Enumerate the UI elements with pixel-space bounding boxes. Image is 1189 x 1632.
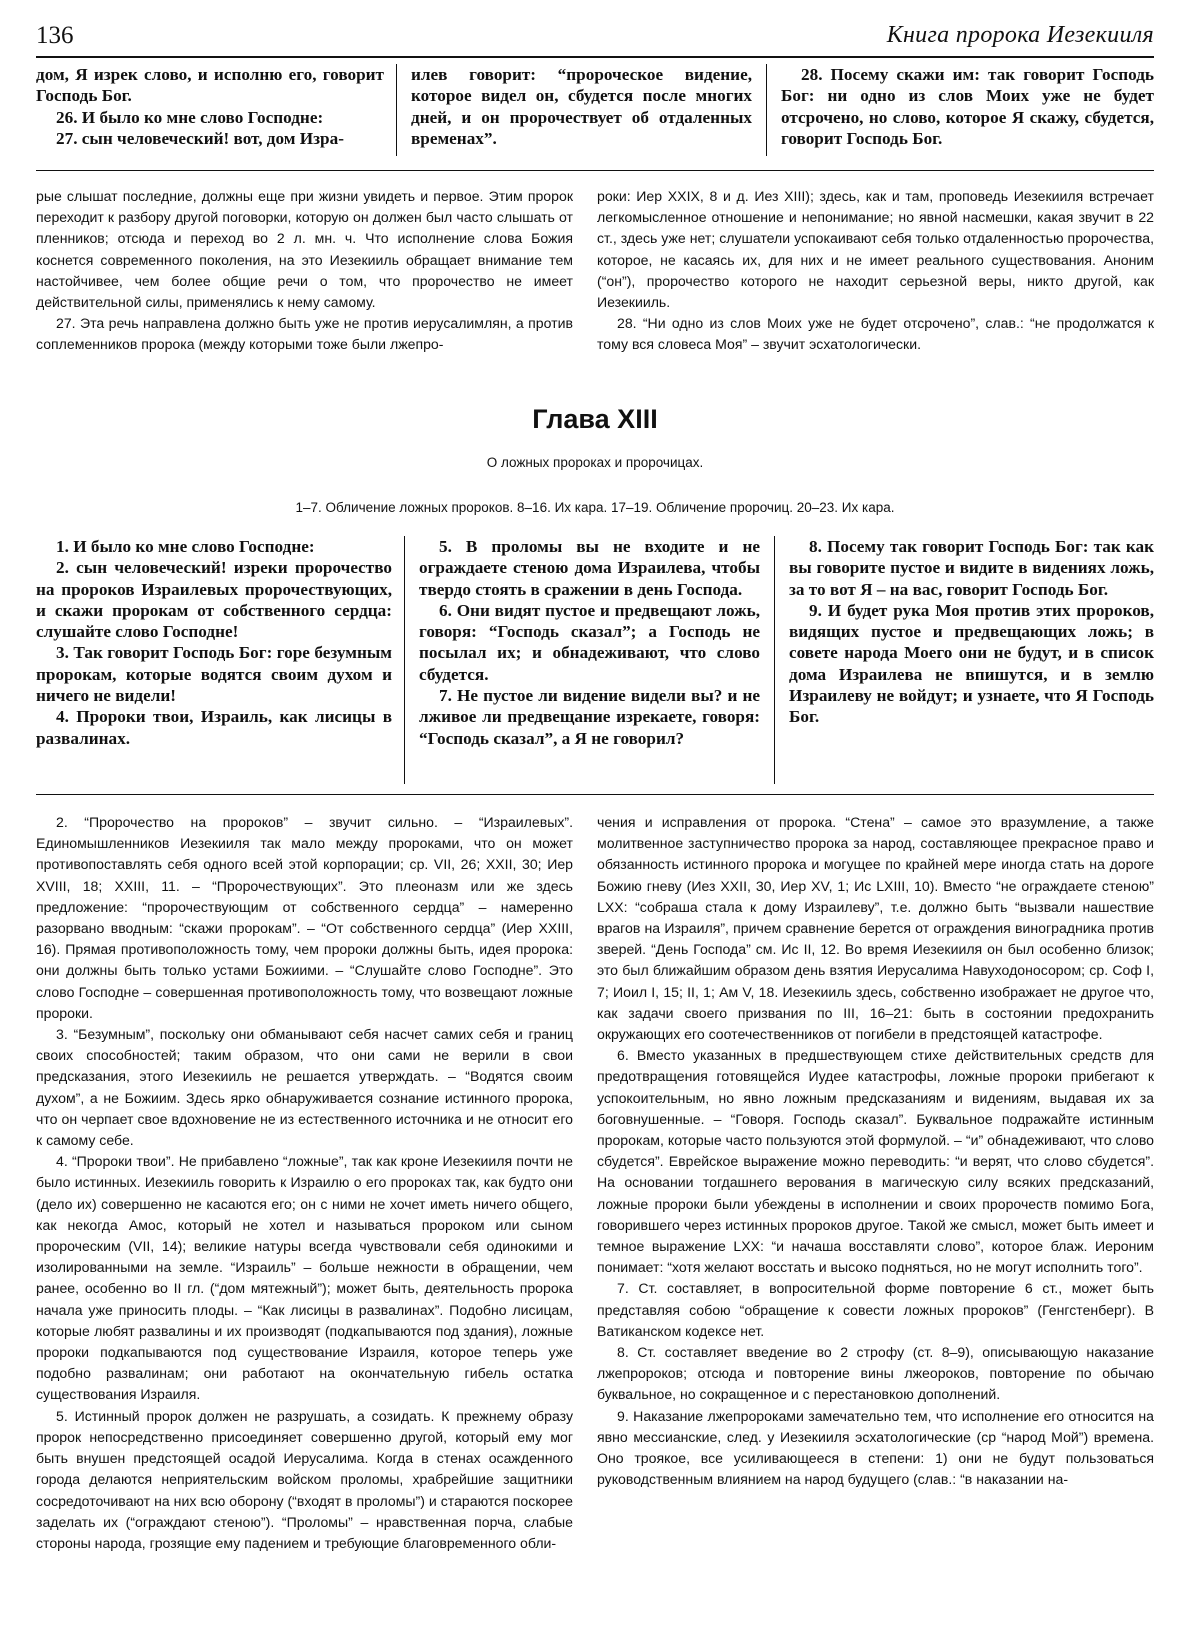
commentary-paragraph: 7. Ст. составляет, в вопросительной форме повторение 6 ст., может быть представляя собою “обращение к совести ложных пророков” (Генгстенберг). В Ватиканском кодексе нет. <box>597 1280 1154 1339</box>
top-commentary-right <box>585 186 1154 376</box>
verse-9: 9. И будет рука Моя против этих пророков, видящих пустое и предвещающих ложь; в совете народа Моего они не будут, и в список дома Израилева не впишутся, и в землю Израилеву не войдут; и узнаете, что Я Господь Бог. <box>789 600 1154 727</box>
verse-4: 4. Пророки твои, Израиль, как лисицы в развалинах. <box>36 707 392 748</box>
commentary-paragraph: 2. “Пророчество на пророков” – звучит сильно. – “Израилевых”. Единомышленников Иезекииля так мало между пророками, что он может противопоставлять себя одного всей этой корпорации; ср. VII, 26; XXII, 30; Иер XVIII, 18; XXIII, 11. – “Пророчествующих”. Это плеоназм или же здесь предложение: “пророчествующим от собственного сердца” – намеренно разорвано вводным: “скажи пророкам”. – “От собственного сердца” (Иер XXIII, 16). Прямая противоположность тому, чем пророки должны быть, идея пророка: они должны быть только устами Божиими. – “Слушайте слово Господне”. Это слово Господне – совершенная противоположность тому, что возвещают ложные пророки. <box>36 814 573 1021</box>
divider-top <box>36 170 1154 171</box>
chapter-subtitle: О ложных пророках и пророчицах. <box>486 455 704 470</box>
commentary-left-column <box>36 812 585 1624</box>
verse-26: 26. И было ко мне слово Господне: <box>56 107 324 127</box>
running-title: Книга пророка Иезекииля <box>886 22 1154 48</box>
chapter-verses-col-3 <box>774 536 1154 784</box>
commentary-paragraph: 6. Вместо указанных в предшествующем стихе действительных средств для предотвращения готовящейся Иудее катастрофы, ложные пророки прибегают к успокоительным, но явно ложным предсказаниям и видениям, выдавая их за боговнушенные. – “Говоря. Господь сказал”. Буквальное подражайте истинным пророкам, которые часто пользуются этой формулой. – “и” обнадеживают, что слово сбудется”. Еврейское выражение можно переводить: “и верят, что слово сбудется”. На основании тогдашнего верования в магическую силу всяких предсказаний, ложные пророки были убеждены в исполнении и своих пророчеств помимо Бога, говорившего через истинных пророков другое. Такой же смысл, может быть имеет и темное выражение LXX: “и начаша восставляти слово”, которое блаж. Иероним понимает: “хотя желают восстать и высоко подняться, но не могут исполнить того”. <box>597 1047 1154 1276</box>
chapter-summary: 1–7. Обличение ложных пророков. 8–16. Их кара. 17–19. Обличение пророчиц. 20–23. Их кара. <box>295 500 895 515</box>
verse-1: 1. И было ко мне слово Господне: <box>56 537 315 556</box>
verse-28: 28. Посему скажи им: так говорит Господь Бог: ни одно из слов Моих уже не будет отсрочено, но слово, которое Я скажу, сбудется, говорит Господь Бог. <box>781 65 1154 148</box>
page-header <box>36 18 1154 58</box>
chapter-title: Глава XIII <box>532 404 658 434</box>
commentary-paragraph: рые слышат последние, должны еще при жизни увидеть и первое. Этим пророк переходит к разбору другой поговорки, которую он должен был часто слышать от пленников; отсюда и переход во 2 л. мн. ч. Что исполнение слова Божия коснется современного поколения, на это Иезекииль обращает внимание тем настойчивее, чем более общие речи о том, что пророчество не имеет действительной силы, применялись к нему самому. <box>36 188 573 311</box>
verse-8: 8. Посему так говорит Господь Бог: так как вы говорите пустое и видите в видениях ложь, за то вот Я – на вас, говорит Господь Бог. <box>789 537 1154 599</box>
commentary-right-column <box>585 812 1154 1624</box>
commentary-paragraph: роки: Иер XXIX, 8 и д. Иез XIII); здесь, как и там, проповедь Иезекииля встречает легкомысленное отношение и непонимание; но явной насмешки, какая звучит в 22 ст., здесь уже нет; слушатели успокаивают себя только отдаленностью пророчества, которое, не касаясь их, для них и не имеет реального существования. Аноним (“он”), пророчество которого не находит серьезной веры, никто другой, как Иезекииль. <box>597 188 1154 311</box>
top-verses-block <box>36 64 1154 156</box>
commentary-paragraph: 8. Ст. составляет введение во 2 строфу (ст. 8–9), описывающую наказание лжепророков; отсюда и повторение вины лжеороков, повторение по обычаю буквальное, но сокращенное и с перестановкою дополнений. <box>597 1344 1154 1403</box>
verse-5: 5. В проломы вы не входите и не ограждаете стеною дома Израилева, чтобы твердо стоять в сражении в день Господа. <box>419 537 760 599</box>
commentary-paragraph: 28. “Ни одно из слов Моих уже не будет отсрочено”, слав.: “не продолжатся к тому вся словеса Моя” – звучит эсхатологически. <box>597 315 1154 353</box>
top-verses-col-2 <box>396 64 766 156</box>
divider-bottom <box>36 794 1154 795</box>
commentary-paragraph: 5. Истинный пророк должен не разрушать, а созидать. К прежнему образу пророк непосредственно присоединяет совершенно другой, который ему мог быть внушен предстоящей осадой Иерусалима. Когда в стенах осажденного города делаются неприятельским войском проломы, храбрейшие защитники сосредоточивают на них всю оборону (“входят в проломы”) и стараются поскорее заделать их (“ограждают стеною”). “Проломы” – нравственная порча, слабые стороны народа, грозящие ему падением и требующие благовременного обли- <box>36 1407 573 1551</box>
verse-6: 6. Они видят пустое и предвещают ложь, говоря: “Господь сказал”; а Господь не посылал их; и обнадеживают, что слово сбудется. <box>419 600 760 684</box>
verse-7: 7. Не пустое ли видение видели вы? и не лживое ли предвещание изрекаете, говоря: “Господь сказал”, а Я не говорил? <box>419 686 760 748</box>
commentary-block <box>36 812 1154 1624</box>
top-commentary-left <box>36 186 585 376</box>
commentary-paragraph: 3. “Безумным”, поскольку они обманывают себя насчет самих себя и границ своих способностей; таким образом, что они сами не верили в свои предсказания, этого Иезекииль не решается утверждать. – “Водятся своим духом”, а не Божиим. Здесь ярко обнаруживается сознание истинного пророка, что он черпает свое вдохновение не из естественного источника и не относит его к самому себе. <box>36 1026 573 1149</box>
top-verses-col-1 <box>36 64 396 156</box>
chapter-verses-block <box>36 536 1154 784</box>
commentary-paragraph: 27. Эта речь направлена должно быть уже не против иерусалимлян, а против соплеменников пророка (между которыми тоже были лжепро- <box>36 315 573 353</box>
verse-3: 3. Так говорит Господь Бог: горе безумным пророкам, которые водятся своим духом и ничего не видели! <box>36 643 392 706</box>
verse-25-cont: дом, Я изрек слово, и исполню его, говорит Господь Бог. <box>36 65 384 106</box>
verse-27: 27. сын человеческий! вот, дом Изра- <box>56 128 344 148</box>
commentary-paragraph: 9. Наказание лжепророками замечательно тем, что исполнение его относится на явно мессианские, след. у Иезекииля эсхатологические (ср “народ Мой”) времена. Оно троякое, все усиливающееся в степени: 1) они не будут пользоваться руководственным влиянием на народ будущего (слав.: “в наказании на- <box>597 1407 1154 1488</box>
top-commentary-block <box>36 186 1154 376</box>
chapter-verses-col-2 <box>404 536 774 784</box>
commentary-paragraph: 4. “Пророки твои”. Не прибавлено “ложные”, так как кроне Иезекииля почти не было истинных. Иезекииль говорить к Израилю о его пророках так, как будто они (дело их) совершенно не касаются его; он с ними не хочет иметь ничего общего, как некогда Амос, который не хотел и называться пророком или сыном пророческим (VII, 14); великие натуры всегда чувствовали себя одинокими и изолированными на земле. “Израиль” – больше нежности в обращении, чем ранее, особенно во II гл. (“дом мятежный”); может быть, деятельность пророка начала уже приносить плоды. – “Как лисицы в развалинах”. Подобно лисицам, которые любят развалины и их производят (подкапываются под здания), ложные пророки подкапываются под существование Израиля, которое теперь уже подобно развалинам; они работают на окончательную гибель остатка существования Израиля. <box>36 1153 573 1403</box>
commentary-paragraph: чения и исправления от пророка. “Стена” – самое это вразумление, а также молитвенное заступничество пророка за народ, составляющее прекрасное право и обязанность истинного пророка и могущее по крайней мере иногда стать на дороге Божию гневу (Иез XXII, 30, Иер XV, 1; Ис LXIII, 10). Вместо “не ограждаете стеною” LXX: “собраша стала к дому Израилеву”, т.е. должно быть “вызвали нашествие врагов на Израиля”, причем сравнение берется от ограждения виноградника против зверей. “День Господа” см. Ис II, 12. Во время Иезекииля он был особенно близок; это был ближайшим образом день взятия Иерусалима Навуходоносором; ср. Соф I, 7; Иоил I, 15; II, 1; Ам V, 18. Иезекииль здесь, собственно изображает не другое что, как задачи своего призвания по III, 16–21: быть в состоянии предохранить окружающих его соотечественников от погибели в предстоящей катастрофе. <box>597 814 1154 1043</box>
chapter-verses-col-1 <box>36 536 404 784</box>
top-verses-col-3 <box>766 64 1154 156</box>
verse-27-cont: илев говорит: “пророческое видение, которое видел он, сбудется после многих дней, и он пророчествует об отдаленных временах”. <box>411 65 752 148</box>
page-number: 136 <box>36 22 74 49</box>
verse-2: 2. сын человеческий! изреки пророчество на пророков Израилевых пророчествующих, и скажи пророкам от собственного сердца: слушайте слово Господне! <box>36 558 392 642</box>
